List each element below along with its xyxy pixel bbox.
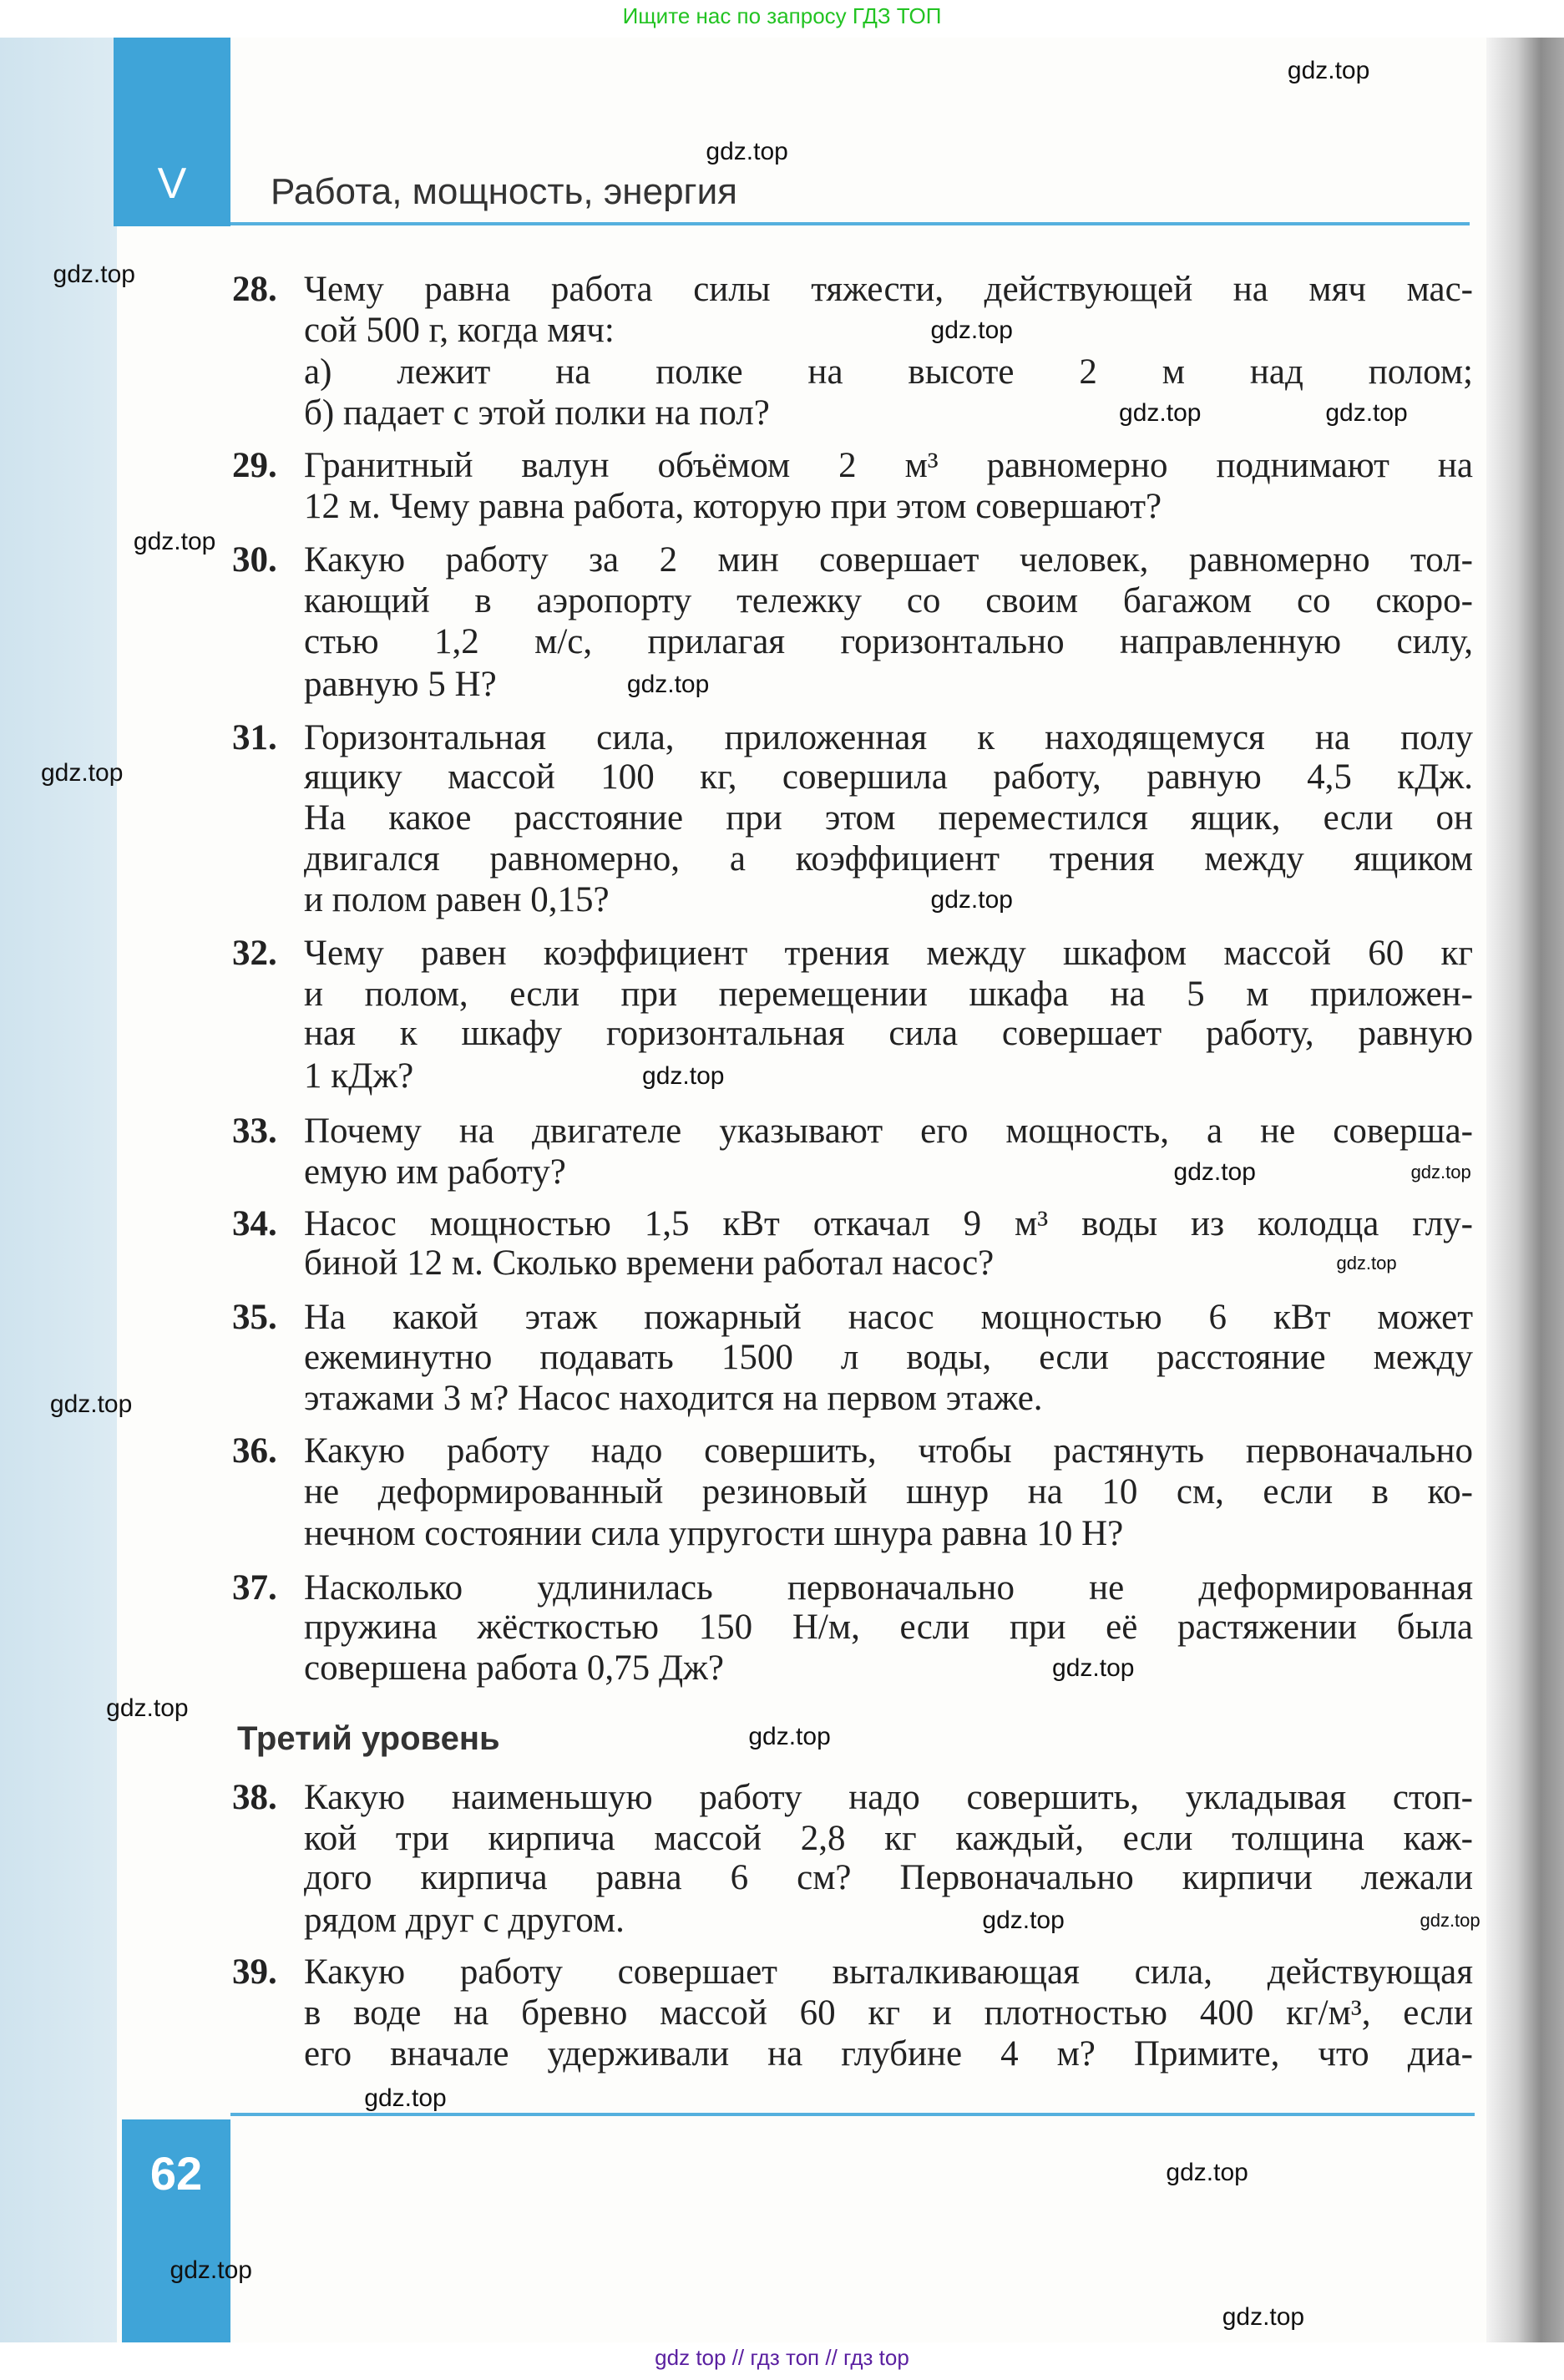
watermark-text: gdz.top (1336, 1252, 1397, 1274)
section-heading: Третий уровень (237, 1720, 500, 1757)
problem-text-line: 12 м. Чему равна работа, которую при этом совершают? (304, 487, 1162, 527)
problem-text-line: нечном состоянии сила упругости шнура равна 10 Н? (304, 1513, 1124, 1553)
watermark-text: gdz.top (1420, 1910, 1480, 1932)
watermark-text: gdz.top (626, 671, 710, 699)
problem-text-line: рядом друг с другом. (304, 1901, 625, 1941)
watermark-text: gdz.top (748, 1723, 831, 1751)
problem-number: 34. (232, 1203, 277, 1243)
problem-text-line: кающий в аэропорту тележку со своим багажом со скоро- (304, 581, 1473, 621)
problem-text-line: 1 кДж? (304, 1056, 414, 1096)
watermark-text: gdz.top (930, 316, 1013, 345)
problem-text-line: а) лежит на полке на высоте 2 м над полом; (304, 352, 1473, 392)
chapter-title: Работа, мощность, энергия (271, 171, 738, 212)
problem-text-line: емую им работу? (304, 1152, 566, 1192)
problem-number: 31. (232, 717, 277, 757)
page-left-margin (0, 38, 117, 2342)
watermark-text: gdz.top (40, 758, 124, 787)
watermark-text: gdz.top (364, 2084, 447, 2113)
problem-text-line: Какую работу за 2 мин совершает человек, равномерно тол- (304, 539, 1473, 580)
problem-text-line: На какое расстояние при этом переместился ящик, если он (304, 798, 1473, 838)
problem-text-line: биной 12 м. Сколько времени работал насос? (304, 1243, 995, 1283)
problem-text-line: Чему равна работа силы тяжести, действующей на мяч мас- (304, 270, 1473, 310)
problem-text-line: Насос мощностью 1,5 кВт откачал 9 м³ воды из колодца глу- (304, 1203, 1473, 1243)
problem-text-line: Какую работу надо совершить, чтобы растянуть первоначально (304, 1431, 1473, 1471)
problem-text-line: Почему на двигателе указывают его мощность, а не соверша- (304, 1111, 1473, 1151)
problem-text-line: сой 500 г, когда мяч: (304, 311, 615, 351)
watermark-text: gdz.top (1119, 398, 1202, 427)
problem-text-line: совершена работа 0,75 Дж? (304, 1648, 724, 1689)
problem-text-line: кой три кирпича массой 2,8 кг каждый, если толщина каж- (304, 1819, 1473, 1859)
problem-text-line: дого кирпича равна 6 см? Первоначально кирпичи лежали (304, 1858, 1473, 1898)
problem-number: 35. (232, 1298, 277, 1338)
watermark-text: gdz.top (930, 886, 1013, 914)
watermark-text: gdz.top (106, 1694, 189, 1722)
watermark-text: gdz.top (706, 137, 788, 165)
page-number: 62 (149, 2147, 203, 2200)
footer-divider (230, 2113, 1475, 2116)
problem-text-line: Горизонтальная сила, приложенная к находящемуся на полу (304, 717, 1473, 757)
problem-text-line: ящику массой 100 кг, совершила работу, равную 4,5 кДж. (304, 757, 1473, 798)
problem-text-line: ная к шкафу горизонтальная сила совершает работу, равную (304, 1014, 1473, 1054)
problem-text-line: пружина жёсткостью 150 Н/м, если при её растяжении была (304, 1608, 1473, 1648)
problem-number: 30. (232, 539, 277, 580)
problem-number: 28. (232, 270, 277, 310)
problem-text-line: Насколько удлинилась первоначально не деформированная (304, 1568, 1473, 1608)
watermark-text: gdz.top (133, 528, 216, 556)
footer-banner: gdz top // гдз топ // гдз top (655, 2345, 909, 2370)
problem-number: 37. (232, 1568, 277, 1608)
page-binding-shadow (1486, 38, 1564, 2342)
problem-text-line: б) падает с этой полки на пол? (304, 392, 770, 433)
watermark-text: gdz.top (1222, 2302, 1305, 2331)
watermark-text: gdz.top (1410, 1161, 1471, 1182)
problem-number: 29. (232, 446, 277, 486)
watermark-text: gdz.top (642, 1062, 725, 1091)
problem-text-line: Гранитный валун объёмом 2 м³ равномерно поднимают на (304, 446, 1473, 486)
watermark-text: gdz.top (982, 1907, 1065, 1935)
problem-text-line: Чему равен коэффициент трения между шкафом массой 60 кг (304, 933, 1473, 973)
header-divider (230, 222, 1470, 225)
watermark-text: gdz.top (1166, 2159, 1248, 2187)
problem-text-line: и полом равен 0,15? (304, 880, 610, 920)
chapter-number: V (157, 160, 187, 208)
watermark-text: gdz.top (170, 2256, 252, 2284)
problem-text-line: этажами 3 м? Насос находится на первом этаже. (304, 1378, 1043, 1418)
problem-number: 36. (232, 1431, 277, 1471)
problem-text-line: не деформированный резиновый шнур на 10 см, если в ко- (304, 1472, 1473, 1512)
watermark-text: gdz.top (49, 1390, 133, 1419)
watermark-text: gdz.top (1173, 1157, 1256, 1186)
watermark-text: gdz.top (53, 261, 135, 289)
problem-text-line: ежеминутно подавать 1500 л воды, если расстояние между (304, 1337, 1473, 1377)
problem-number: 38. (232, 1777, 277, 1817)
problem-text-line: равную 5 Н? (304, 665, 497, 705)
problem-number: 39. (232, 1952, 277, 1993)
problem-text-line: и полом, если при перемещении шкафа на 5 м приложен- (304, 975, 1473, 1015)
watermark-text: gdz.top (1287, 57, 1370, 85)
problem-text-line: Какую наименьшую работу надо совершить, укладывая стоп- (304, 1777, 1473, 1817)
problem-text-line: Какую работу совершает выталкивающая сила, действующая (304, 1952, 1473, 1993)
watermark-text: gdz.top (1052, 1654, 1135, 1683)
problem-text-line: его вначале удерживали на глубине 4 м? Примите, что диа- (304, 2034, 1473, 2074)
problem-text-line: стью 1,2 м/с, прилагая горизонтально направленную силу, (304, 622, 1473, 662)
problem-text-line: двигался равномерно, а коэффициент трения между ящиком (304, 839, 1473, 879)
problem-number: 33. (232, 1111, 277, 1151)
problem-text-line: На какой этаж пожарный насос мощностью 6 кВт может (304, 1298, 1473, 1338)
problem-number: 32. (232, 933, 277, 973)
search-banner: Ищите нас по запросу ГДЗ ТОП (622, 3, 942, 28)
watermark-text: gdz.top (1325, 398, 1408, 427)
problem-text-line: в воде на бревно массой 60 кг и плотностью 400 кг/м³, если (304, 1993, 1473, 2033)
